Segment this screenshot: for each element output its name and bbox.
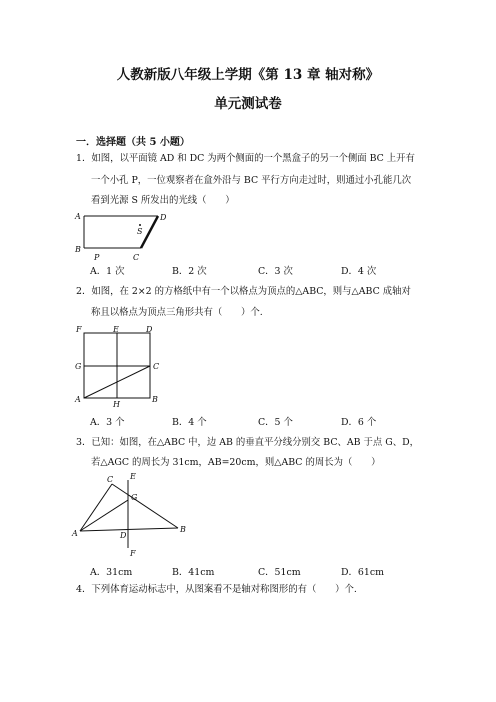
q2-option-c[interactable]: C．5 个 [258, 417, 293, 428]
label-F: F [76, 325, 82, 334]
q1-option-a[interactable]: A．1 次 [90, 266, 125, 277]
q2-text-line2: 称且以格点为顶点三角形共有（ ）个. [91, 307, 263, 318]
q1-text-line2: 一个小孔 P，一位观察者在盒外沿与 BC 平行方向走过时，则通过小孔能几次 [91, 175, 412, 186]
source-S-point [139, 224, 141, 226]
label-P: P [94, 253, 100, 262]
q3-figure [70, 470, 195, 560]
q1-text-line1: 1．如图，以平面镜 AD 和 DC 为两个侧面的一个黑盒子的另一个侧面 BC 上开有 [76, 153, 415, 164]
page-title: 人教新版八年级上学期《第 13 章 轴对称》 [116, 67, 380, 83]
q1-text-line3: 看到光源 S 所发出的光线（ ） [91, 195, 235, 206]
q2-option-a[interactable]: A．3 个 [90, 417, 125, 428]
label-D: D [146, 325, 153, 334]
q2-option-b[interactable]: B．4 个 [172, 417, 207, 428]
q3-option-d[interactable]: D．61cm [341, 567, 384, 578]
label-B: B [152, 395, 158, 404]
side-AC [80, 484, 112, 531]
segment-AG [80, 500, 128, 531]
label-B: B [75, 245, 81, 254]
side-CB [112, 484, 178, 528]
mirror-DC [141, 216, 158, 248]
q3-option-a[interactable]: A．31cm [90, 567, 133, 578]
page-subtitle: 单元测试卷 [214, 96, 282, 112]
q1-option-d[interactable]: D．4 次 [341, 266, 377, 277]
q1-figure [74, 210, 174, 262]
q2-text-line1: 2．如图，在 2×2 的方格纸中有一个以格点为顶点的△ABC，则与△ABC 成轴对 [76, 286, 411, 297]
label-E: E [130, 472, 136, 481]
label-D: D [160, 213, 167, 222]
section-heading: 一．选择题（共 5 小题） [76, 137, 190, 148]
label-C: C [133, 253, 140, 262]
label-A: A [75, 212, 81, 221]
label-C: C [107, 475, 114, 484]
side-AB [80, 528, 178, 531]
label-A: A [72, 529, 78, 538]
q2-figure [74, 323, 164, 407]
q3-option-b[interactable]: B．41cm [172, 567, 215, 578]
label-B: B [180, 525, 186, 534]
label-E: E [113, 325, 119, 334]
label-H: H [113, 400, 120, 409]
q1-option-c[interactable]: C．3 次 [258, 266, 293, 277]
q1-option-b[interactable]: B．2 次 [172, 266, 207, 277]
label-F: F [130, 549, 136, 558]
q4-text-line1: 4．下列体育运动标志中，从图案看不是轴对称图形的有（ ）个. [76, 584, 357, 595]
q3-text-line1: 3．已知：如图，在△ABC 中，边 AB 的垂直平分线分别交 BC、AB 于点 G、D， [76, 437, 420, 448]
label-C: C [153, 362, 160, 371]
label-G: G [131, 493, 138, 502]
label-S: S [137, 227, 143, 236]
q2-option-d[interactable]: D．6 个 [341, 417, 377, 428]
label-D: D [120, 531, 127, 540]
label-G: G [75, 362, 82, 371]
label-A: A [75, 395, 81, 404]
q3-text-line2: 若△AGC 的周长为 31cm，AB=20cm，则△ABC 的周长为（ ） [91, 457, 381, 468]
q3-option-c[interactable]: C．51cm [258, 567, 301, 578]
